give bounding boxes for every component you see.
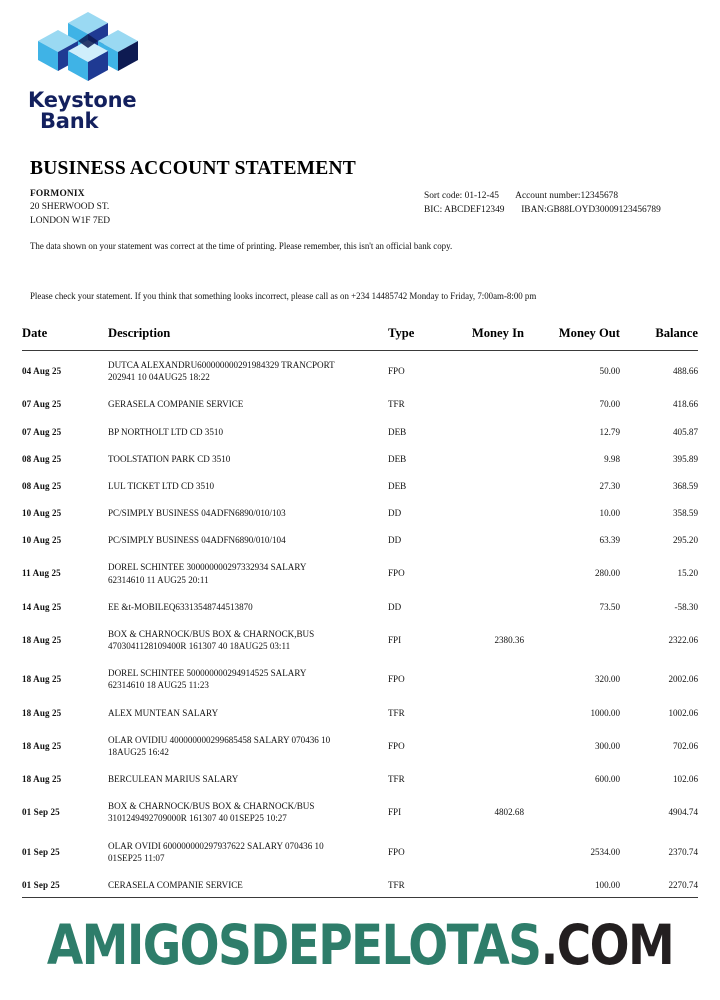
- cell-balance: -58.30: [674, 601, 698, 612]
- cell-date: 01 Sep 25: [22, 846, 60, 857]
- cell-money-in: [446, 526, 524, 553]
- cell-money-out: 600.00: [594, 774, 620, 785]
- account-line-sort-and-number: [424, 189, 661, 203]
- cell-description: [108, 445, 388, 472]
- account-number-value: 12345678: [580, 191, 619, 201]
- cell-type: FPO: [388, 674, 405, 685]
- description-line-1: ALEX MUNTEAN SALARY: [108, 707, 219, 718]
- iban-value: GB88LOYD30009123456789: [546, 205, 661, 216]
- description-line-1: BERCULEAN MARIUS SALARY: [108, 774, 239, 785]
- cell-money-in: [446, 390, 524, 417]
- column-header-type: Type: [388, 326, 446, 351]
- cell-type: TFR: [388, 774, 405, 785]
- isometric-cubes-logo-icon: [32, 10, 144, 86]
- cell-money-in: [446, 499, 524, 526]
- cell-type: DEB: [388, 453, 407, 464]
- cell-description: [108, 553, 388, 592]
- bank-logo: [28, 10, 158, 133]
- cell-money-out: 73.50: [599, 601, 620, 612]
- cell-money-out: 70.00: [599, 399, 620, 410]
- cell-type: TFR: [388, 707, 405, 718]
- description-line-1: LUL TICKET LTD CD 3510: [108, 480, 215, 491]
- description-line-1: PC/SIMPLY BUSINESS 04ADFN6890/010/104: [108, 535, 286, 546]
- cell-date: 18 Aug 25: [22, 634, 62, 645]
- description-line-1: TOOLSTATION PARK CD 3510: [108, 453, 231, 464]
- cell-balance: 1002.06: [668, 707, 698, 718]
- description-line-2: 18AUG25 16:42: [108, 746, 169, 757]
- cell-description: [108, 832, 388, 871]
- description-line-1: DOREL SCHINTEE 500000000294914525 SALARY: [108, 668, 307, 679]
- cell-money-out: [524, 792, 620, 831]
- cell-type: FPI: [388, 634, 402, 645]
- cell-description: [108, 593, 388, 620]
- cell-balance: 2322.06: [668, 634, 698, 645]
- column-header-description: Description: [108, 326, 388, 351]
- watermark-primary: AMIGOSDEPELOTAS: [46, 913, 541, 979]
- cell-description: [108, 792, 388, 831]
- cell-money-out: 50.00: [599, 366, 620, 377]
- table-body: [22, 351, 698, 899]
- description-line-1: DOREL SCHINTEE 300000000297332934 SALARY: [108, 562, 307, 573]
- cell-balance: 405.87: [672, 426, 698, 437]
- table-row: [22, 418, 698, 445]
- cell-type: FPO: [388, 846, 405, 857]
- page-title: BUSINESS ACCOUNT STATEMENT: [30, 158, 356, 179]
- cell-money-in: [446, 418, 524, 445]
- table-row: [22, 620, 698, 659]
- description-line-2: 01SEP25 11:07: [108, 852, 165, 863]
- bic-value: ABCDEF12349: [444, 205, 505, 216]
- cell-date: 08 Aug 25: [22, 480, 62, 491]
- cell-money-out: 100.00: [594, 879, 620, 890]
- cell-balance: 4904.74: [668, 807, 698, 818]
- cell-type: DD: [388, 535, 402, 546]
- cell-money-in: [446, 832, 524, 871]
- table-row: [22, 445, 698, 472]
- cell-balance: 488.66: [672, 366, 698, 377]
- sort-code-label: Sort code:: [424, 191, 463, 201]
- description-line-2: 202941 10 04AUG25 18:22: [108, 372, 210, 383]
- cell-type: FPO: [388, 568, 405, 579]
- cell-money-out: [524, 620, 620, 659]
- watermark-suffix: .COM: [540, 913, 674, 979]
- bank-wordmark: [28, 90, 158, 133]
- transactions-table-container: [22, 326, 698, 898]
- cell-money-in: [446, 445, 524, 472]
- cell-balance: 15.20: [677, 568, 698, 579]
- cell-money-out: 2534.00: [590, 846, 620, 857]
- bank-name-line2: Bank: [40, 109, 99, 134]
- cell-money-out: 280.00: [594, 568, 620, 579]
- cell-date: 10 Aug 25: [22, 535, 62, 546]
- table-row: [22, 699, 698, 726]
- table-row: [22, 553, 698, 592]
- cell-money-out: 9.98: [604, 453, 620, 464]
- cell-date: 18 Aug 25: [22, 774, 62, 785]
- cell-date: 01 Sep 25: [22, 879, 60, 890]
- cell-money-out: 63.39: [599, 535, 620, 546]
- cell-date: 18 Aug 25: [22, 674, 62, 685]
- iban-label: IBAN:: [521, 205, 547, 216]
- description-line-2: 4703041128109400R 161307 40 18AUG25 03:11: [108, 641, 291, 652]
- cell-money-in: [446, 593, 524, 620]
- sort-code-value: 01-12-45: [464, 191, 499, 201]
- customer-name: FORMONIX: [30, 189, 85, 199]
- cell-money-out: 1000.00: [590, 707, 620, 718]
- cell-type: DEB: [388, 480, 407, 491]
- cell-type: TFR: [388, 879, 405, 890]
- cell-description: [108, 526, 388, 553]
- cell-description: [108, 871, 388, 898]
- cell-money-in: [446, 472, 524, 499]
- cell-type: DEB: [388, 426, 407, 437]
- cell-date: 01 Sep 25: [22, 807, 60, 818]
- customer-address-line2: LONDON W1F 7ED: [30, 215, 111, 226]
- cell-description: [108, 418, 388, 445]
- column-header-money-out: Money Out: [524, 326, 620, 351]
- table-row: [22, 472, 698, 499]
- description-line-2: 62314610 18 AUG25 11:23: [108, 680, 209, 691]
- customer-address: [30, 188, 110, 228]
- cell-money-in: 4802.68: [494, 807, 524, 818]
- table-row: [22, 726, 698, 765]
- cell-balance: 2270.74: [668, 879, 698, 890]
- watermark: [0, 913, 720, 979]
- cell-type: FPO: [388, 740, 405, 751]
- cell-money-in: [446, 765, 524, 792]
- table-row: [22, 792, 698, 831]
- cell-date: 08 Aug 25: [22, 453, 62, 464]
- cell-balance: 295.20: [672, 535, 698, 546]
- cell-money-in: [446, 659, 524, 698]
- table-row: [22, 659, 698, 698]
- description-line-1: CERASELA COMPANIE SERVICE: [108, 879, 243, 890]
- cell-type: TFR: [388, 399, 405, 410]
- cell-date: 11 Aug 25: [22, 568, 61, 579]
- cell-description: [108, 351, 388, 391]
- cell-date: 18 Aug 25: [22, 740, 62, 751]
- cell-money-in: [446, 871, 524, 898]
- account-line-bic-and-iban: [424, 203, 661, 217]
- cell-balance: 358.59: [672, 508, 698, 519]
- table-row: [22, 765, 698, 792]
- table-header-row: [22, 326, 698, 351]
- customer-address-line1: 20 SHERWOOD ST.: [30, 202, 110, 213]
- description-line-1: BP NORTHOLT LTD CD 3510: [108, 426, 223, 437]
- description-line-1: BOX & CHARNOCK/BUS BOX & CHARNOCK,BUS: [108, 628, 315, 639]
- cell-description: [108, 726, 388, 765]
- cell-money-out: 12.79: [599, 426, 620, 437]
- bic-label: BIC:: [424, 205, 443, 216]
- table-bottom-rule: [22, 897, 698, 898]
- description-line-1: EE &t-MOBILEQ63313548744513870: [108, 601, 253, 612]
- description-line-1: PC/SIMPLY BUSINESS 04ADFN6890/010/103: [108, 508, 286, 519]
- cell-balance: 2002.06: [668, 674, 698, 685]
- cell-description: [108, 659, 388, 698]
- cell-description: [108, 499, 388, 526]
- cell-money-in: [446, 553, 524, 592]
- cell-description: [108, 390, 388, 417]
- table-row: [22, 390, 698, 417]
- cell-date: 04 Aug 25: [22, 366, 62, 377]
- description-line-1: DUTCA ALEXANDRU600000000291984329 TRANCPORT: [108, 360, 335, 370]
- description-line-1: GERASELA COMPANIE SERVICE: [108, 399, 244, 410]
- table-row: [22, 832, 698, 871]
- cell-description: [108, 699, 388, 726]
- description-line-1: OLAR OVIDIU 400000000299685458 SALARY 070436 10: [108, 734, 331, 745]
- account-details: [424, 189, 661, 218]
- cell-money-in: [446, 699, 524, 726]
- cell-date: 07 Aug 25: [22, 399, 62, 410]
- account-number-label: Account number:: [515, 191, 581, 201]
- cell-type: FPI: [388, 807, 402, 818]
- cell-money-in: [446, 351, 524, 391]
- description-line-1: BOX & CHARNOCK/BUS BOX & CHARNOCK/BUS: [108, 801, 315, 812]
- description-line-1: OLAR OVIDI 600000000297937622 SALARY 070436 10: [108, 840, 324, 851]
- cell-money-out: 27.30: [599, 480, 620, 491]
- cell-money-out: 10.00: [599, 508, 620, 519]
- cell-balance: 702.06: [672, 740, 698, 751]
- transactions-table: [22, 326, 698, 898]
- contact-notice: Please check your statement. If you think that something looks incorrect, please call as on +234 14485742 Monday to Friday, 7:00am-8:00 pm: [30, 291, 537, 301]
- cell-money-in: [446, 726, 524, 765]
- cell-type: DD: [388, 601, 402, 612]
- cell-money-out: 300.00: [594, 740, 620, 751]
- cell-date: 07 Aug 25: [22, 426, 62, 437]
- cell-balance: 395.89: [672, 453, 698, 464]
- cell-description: [108, 472, 388, 499]
- cell-money-out: 320.00: [594, 674, 620, 685]
- cell-balance: 2370.74: [668, 846, 698, 857]
- cell-balance: 102.06: [672, 774, 698, 785]
- cell-date: 18 Aug 25: [22, 707, 62, 718]
- cell-description: [108, 620, 388, 659]
- cell-date: 10 Aug 25: [22, 508, 62, 519]
- table-row: [22, 499, 698, 526]
- cell-balance: 368.59: [672, 480, 698, 491]
- table-header: [22, 326, 698, 351]
- cell-type: FPO: [388, 366, 405, 377]
- description-line-2: 3101249492709000R 161307 40 01SEP25 10:27: [108, 813, 287, 824]
- table-row: [22, 351, 698, 391]
- table-row: [22, 871, 698, 898]
- cell-balance: 418.66: [672, 399, 698, 410]
- cell-description: [108, 765, 388, 792]
- bank-name-line1: Keystone: [28, 88, 137, 112]
- column-header-date: Date: [22, 326, 108, 351]
- cell-date: 14 Aug 25: [22, 601, 62, 612]
- column-header-money-in: Money In: [446, 326, 524, 351]
- column-header-balance: Balance: [620, 326, 698, 351]
- table-row: [22, 593, 698, 620]
- table-row: [22, 526, 698, 553]
- description-line-2: 62314610 11 AUG25 20:11: [108, 574, 209, 585]
- printing-notice: The data shown on your statement was correct at the time of printing. Please remember, this isn't an official bank copy.: [30, 241, 453, 251]
- cell-type: DD: [388, 508, 402, 519]
- cell-money-in: 2380.36: [494, 634, 524, 645]
